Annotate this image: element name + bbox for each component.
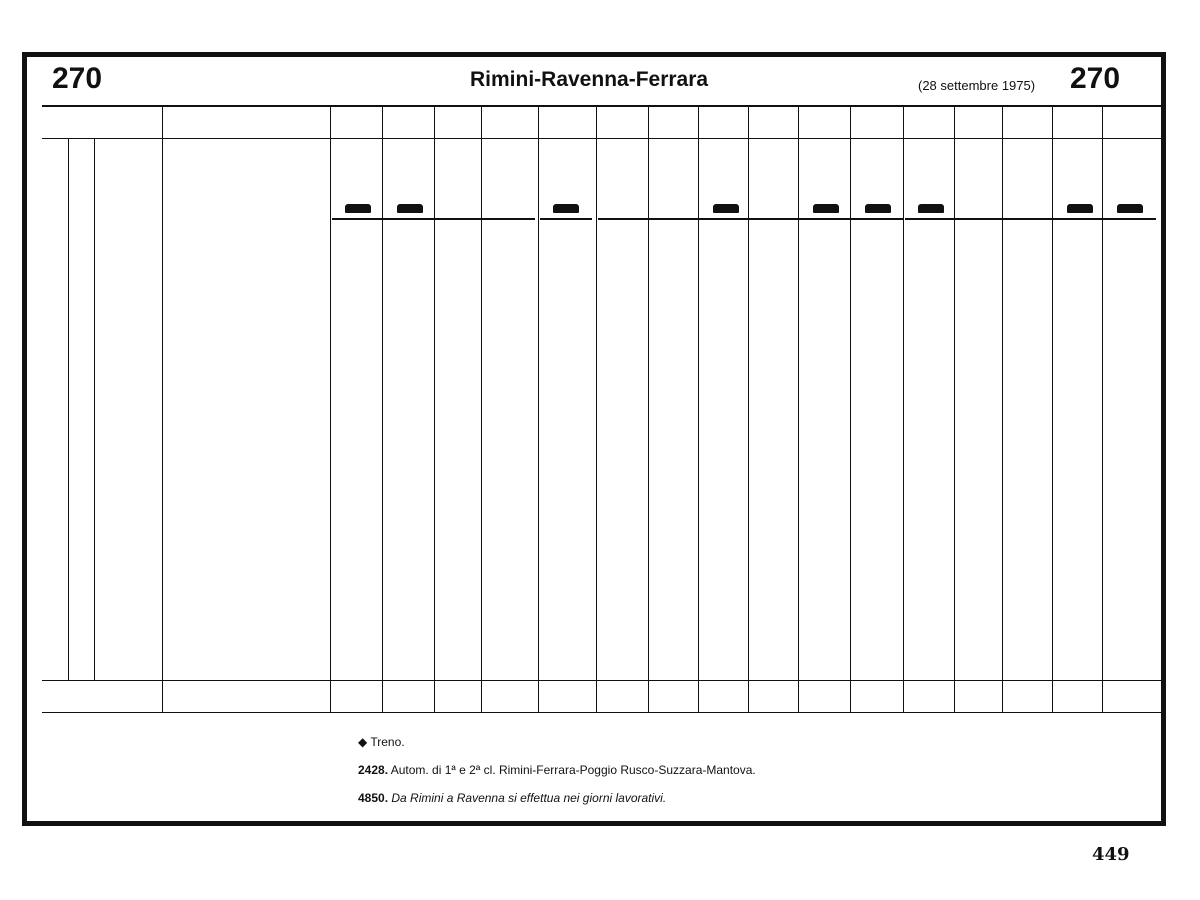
train-col-divider bbox=[850, 105, 851, 712]
train-col-divider bbox=[538, 105, 539, 712]
class-label bbox=[800, 218, 852, 220]
class-label bbox=[384, 218, 436, 220]
coach-icon bbox=[713, 204, 739, 213]
km-col-divider bbox=[94, 138, 95, 680]
train-col-divider bbox=[798, 105, 799, 712]
coach-icon bbox=[865, 204, 891, 213]
train-col-divider bbox=[481, 105, 482, 712]
station-col-divider bbox=[330, 105, 331, 712]
train-col-divider bbox=[748, 105, 749, 712]
coach-icon bbox=[345, 204, 371, 213]
class-label bbox=[700, 218, 752, 220]
class-label bbox=[483, 218, 535, 220]
origins-rule bbox=[42, 138, 1162, 139]
train-col-divider bbox=[1102, 105, 1103, 712]
train-col-divider bbox=[1002, 105, 1003, 712]
label-col-divider bbox=[162, 105, 163, 712]
table-number-left: 270 bbox=[52, 62, 103, 95]
coach-icon bbox=[397, 204, 423, 213]
train-col-divider bbox=[434, 105, 435, 712]
class-label bbox=[1104, 218, 1156, 220]
coach-icon bbox=[918, 204, 944, 213]
timetable-date: (28 settembre 1975) bbox=[918, 78, 1036, 93]
note-2428-number: 2428. bbox=[358, 763, 389, 777]
coach-icon bbox=[1117, 204, 1143, 213]
class-label bbox=[540, 218, 592, 220]
class-label bbox=[956, 218, 1008, 220]
note-4850 bbox=[358, 791, 666, 805]
train-col-divider bbox=[698, 105, 699, 712]
page-number: 449 bbox=[1092, 844, 1130, 865]
note-4850-number: 4850. bbox=[358, 791, 389, 805]
header-rule bbox=[42, 105, 1162, 107]
class-label bbox=[750, 218, 802, 220]
coach-icon bbox=[1067, 204, 1093, 213]
note-treno-text: Treno. bbox=[370, 735, 405, 749]
class-label bbox=[852, 218, 904, 220]
page-title: Rimini-Ravenna-Ferrara bbox=[470, 68, 709, 91]
train-col-divider bbox=[382, 105, 383, 712]
train-col-divider bbox=[954, 105, 955, 712]
note-4850-text: Da Rimini a Ravenna si effettua nei giorni lavorativi. bbox=[391, 791, 667, 805]
class-label bbox=[436, 218, 488, 220]
class-label bbox=[332, 218, 384, 220]
note-treno bbox=[358, 735, 405, 749]
coach-icon bbox=[813, 204, 839, 213]
diamond-icon: ◆ bbox=[358, 735, 368, 749]
bottom-rule bbox=[42, 680, 1162, 681]
class-label bbox=[1054, 218, 1106, 220]
train-col-divider bbox=[596, 105, 597, 712]
train-col-divider bbox=[1052, 105, 1053, 712]
coach-icon bbox=[553, 204, 579, 213]
class-label bbox=[1004, 218, 1056, 220]
dest-rule bbox=[42, 712, 1162, 713]
train-col-divider bbox=[648, 105, 649, 712]
class-label bbox=[905, 218, 957, 220]
alt-col-divider bbox=[68, 138, 69, 680]
note-2428-text: Autom. di 1ª e 2ª cl. Rimini-Ferrara-Poggio Rusco-Suzzara-Mantova. bbox=[390, 763, 756, 777]
class-label bbox=[650, 218, 702, 220]
train-col-divider bbox=[903, 105, 904, 712]
table-number-right: 270 bbox=[1070, 62, 1121, 95]
class-label bbox=[598, 218, 650, 220]
note-2428 bbox=[358, 763, 756, 777]
